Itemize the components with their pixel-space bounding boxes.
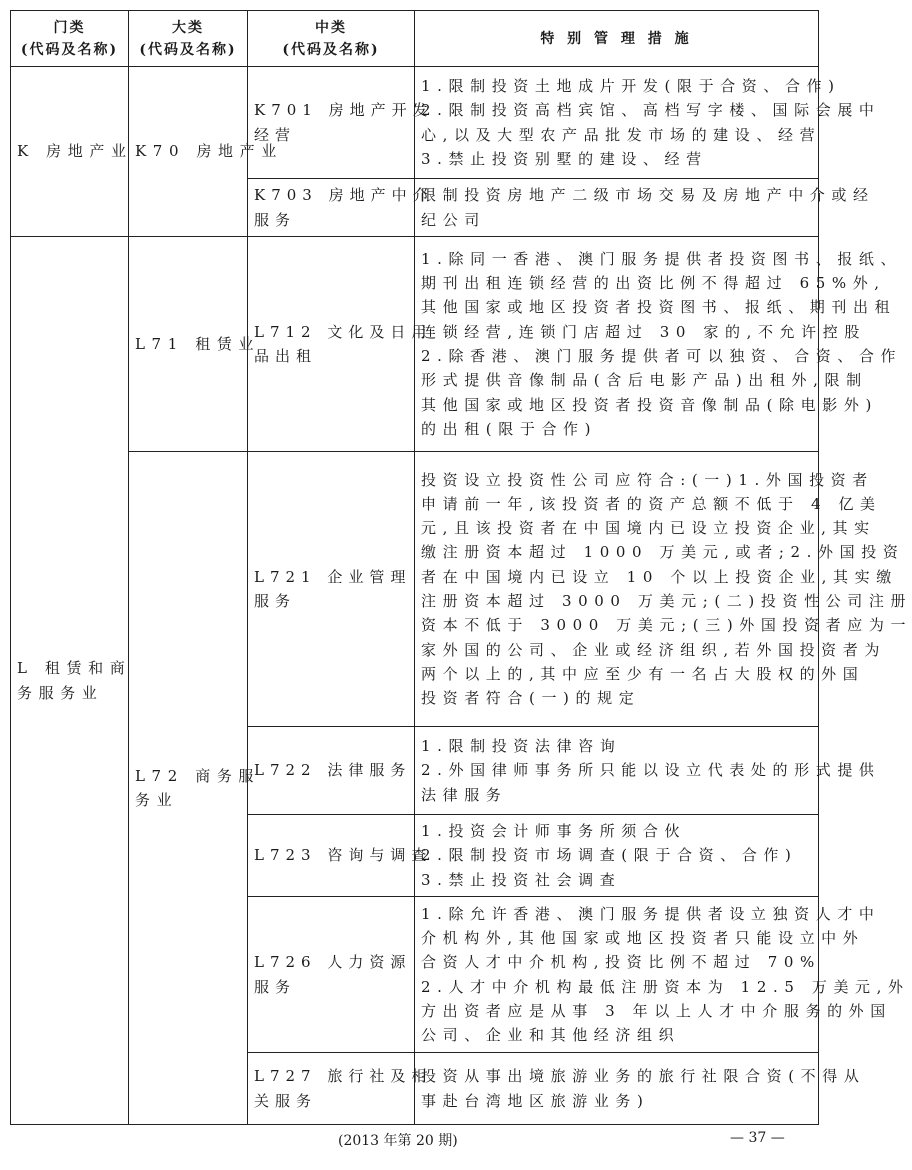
- table-row: [11, 237, 819, 452]
- text-line: 者在中国境内已设立 10 个以上投资企业,其实缴: [421, 567, 898, 586]
- text-line: 公司、企业和其他经济组织: [421, 1026, 681, 1045]
- text-line: 纪公司: [421, 210, 486, 229]
- text-line: 方出资者应是从事 3 年以上人才中介服务的外国: [421, 1001, 892, 1020]
- cell-cuoshi: [415, 1053, 866, 1125]
- text-line: 务业: [135, 791, 179, 809]
- table-row: [11, 67, 819, 179]
- text-line: 服务: [254, 977, 297, 996]
- text-line: 经营: [254, 125, 297, 144]
- cell-zhong: [248, 237, 433, 452]
- text-line: L722 法律服务: [254, 761, 412, 780]
- cell-zhong: [248, 727, 415, 815]
- text-line: 务服务业: [17, 683, 104, 702]
- text-line: 2.除香港、澳门服务提供者可以独资、合资、合作: [421, 347, 903, 365]
- text-line: 2.外国律师事务所只能以设立代表处的形式提供: [421, 761, 881, 780]
- cell-cuoshi: [415, 815, 819, 897]
- header-da: [129, 11, 248, 67]
- text-line: 注册资本超过 3000 万美元;(二)投资性公司注册: [421, 592, 912, 610]
- text-line: 申请前一年,该投资者的资产总额不低于 4 亿美: [421, 494, 882, 513]
- text-line: 2.人才中介机构最低注册资本为 12.5 万美元,外: [421, 977, 910, 996]
- text-line: 投资设立投资性公司应符合:(一)1.外国投资者: [421, 470, 874, 489]
- text-line: 心,以及大型农产品批发市场的建设、经营: [421, 125, 822, 144]
- text-line: 3.禁止投资社会调查: [421, 870, 622, 889]
- text-line: (代码及名称): [20, 41, 119, 58]
- text-line: 3.禁止投资别墅的建设、经营: [421, 149, 708, 168]
- text-line: 家外国的公司、企业或经济组织,若外国投资者为: [421, 640, 886, 659]
- text-line: 期刊出租连锁经营的出资比例不得超过 65%外,: [421, 274, 886, 293]
- cell-da: [129, 452, 261, 1125]
- text-line: 1.限制投资法律咨询: [421, 737, 622, 756]
- header-cuoshi: [415, 11, 819, 67]
- cell-cuoshi: [415, 179, 875, 237]
- text-line: 1.投资会计师事务所须合伙: [421, 822, 687, 841]
- text-line: 其他国家或地区投资者投资图书、报纸、期刊出租: [421, 298, 897, 317]
- text-line: 2.限制投资市场调查(限于合资、合作): [421, 846, 798, 865]
- header-men: [11, 11, 129, 67]
- cell-cuoshi: [415, 237, 903, 452]
- text-line: (代码及名称): [282, 41, 380, 58]
- text-line: 介机构外,其他国家或地区投资者只能设立中外: [421, 928, 865, 947]
- text-line: 服务: [254, 592, 297, 610]
- text-line: L712 文化及日用: [254, 322, 433, 341]
- text-line: 的出租(限于合作): [421, 419, 598, 438]
- text-line: 资本不低于 3000 万美元;(三)外国投资者应为一: [421, 616, 912, 635]
- cell-zhong: [248, 1053, 433, 1125]
- text-line: K703 房地产中介: [254, 186, 434, 205]
- header-row: [11, 11, 819, 67]
- text-line: 元,且该投资者在中国境内已设立投资企业,其实: [421, 519, 876, 538]
- text-line: 2.限制投资高档宾馆、高档写字楼、国际会展中: [421, 101, 881, 120]
- cell-cuoshi: [415, 897, 910, 1053]
- text-line: 1.除允许香港、澳门服务提供者设立独资人才中: [421, 904, 881, 923]
- cell-da: [129, 237, 261, 452]
- text-line: 合资人才中介机构,投资比例不超过 70%: [421, 953, 821, 972]
- text-line: (代码及名称): [139, 41, 237, 58]
- text-line: 中类: [315, 19, 347, 36]
- text-line: L726 人力资源: [254, 953, 412, 972]
- cell-men: [11, 237, 132, 1125]
- page-number: — 37 —: [730, 1130, 785, 1146]
- text-line: 1.除同一香港、澳门服务提供者投资图书、报纸、: [421, 249, 903, 268]
- text-line: K701 房地产开发: [254, 101, 434, 120]
- text-line: 其他国家或地区投资者投资音像制品(除电影外): [421, 395, 878, 414]
- text-line: 投资者符合(一)的规定: [421, 689, 641, 708]
- text-line: 事赴台湾地区旅游业务): [421, 1091, 650, 1110]
- issue-label: (2013 年第 20 期): [338, 1133, 458, 1149]
- text-line: 形式提供音像制品(含后电影产品)出租外,限制: [421, 371, 868, 390]
- cell-cuoshi: [415, 727, 881, 815]
- text-line: 大类: [172, 19, 204, 36]
- text-line: L 租赁和商: [17, 659, 132, 678]
- text-line: 缴注册资本超过 1000 万美元,或者;2.外国投资: [421, 543, 905, 562]
- text-line: L723 咨询与调查: [254, 846, 433, 865]
- table-row: [11, 452, 819, 727]
- text-line: 法律服务: [421, 785, 508, 804]
- text-line: 投资从事出境旅游业务的旅行社限合资(不得从: [421, 1067, 866, 1086]
- cell-men: [11, 67, 133, 237]
- cell-cuoshi: [415, 452, 912, 727]
- cell-zhong: [248, 815, 433, 897]
- header-zhong: [248, 11, 415, 67]
- text-line: L721 企业管理: [254, 567, 412, 586]
- text-line: L71 租赁业: [135, 334, 261, 353]
- text-line: K70 房地产业: [135, 142, 283, 161]
- text-line: 特 别 管 理 措 施: [540, 30, 693, 47]
- text-line: 1.限制投资土地成片开发(限于合资、合作): [421, 76, 841, 95]
- text-line: 关服务: [254, 1091, 318, 1110]
- text-line: L727 旅行社及相: [254, 1067, 433, 1086]
- text-line: L72 商务服: [135, 766, 261, 785]
- text-line: 限制投资房地产二级市场交易及房地产中介或经: [421, 186, 875, 205]
- cell-cuoshi: [415, 67, 881, 179]
- cell-zhong: [248, 179, 434, 237]
- text-line: 服务: [254, 210, 297, 229]
- text-line: 门类: [53, 19, 86, 36]
- cell-zhong: [248, 452, 415, 727]
- measures-table: [10, 10, 912, 1125]
- cell-zhong: [248, 897, 415, 1053]
- cell-zhong: [248, 67, 434, 179]
- text-line: 品出租: [254, 347, 318, 365]
- text-line: K 房地产业: [17, 142, 133, 161]
- text-line: 两个以上的,其中应至少有一名占大股权的外国: [421, 664, 865, 683]
- text-line: 连锁经营,连锁门店超过 30 家的,不允许控股: [421, 322, 866, 341]
